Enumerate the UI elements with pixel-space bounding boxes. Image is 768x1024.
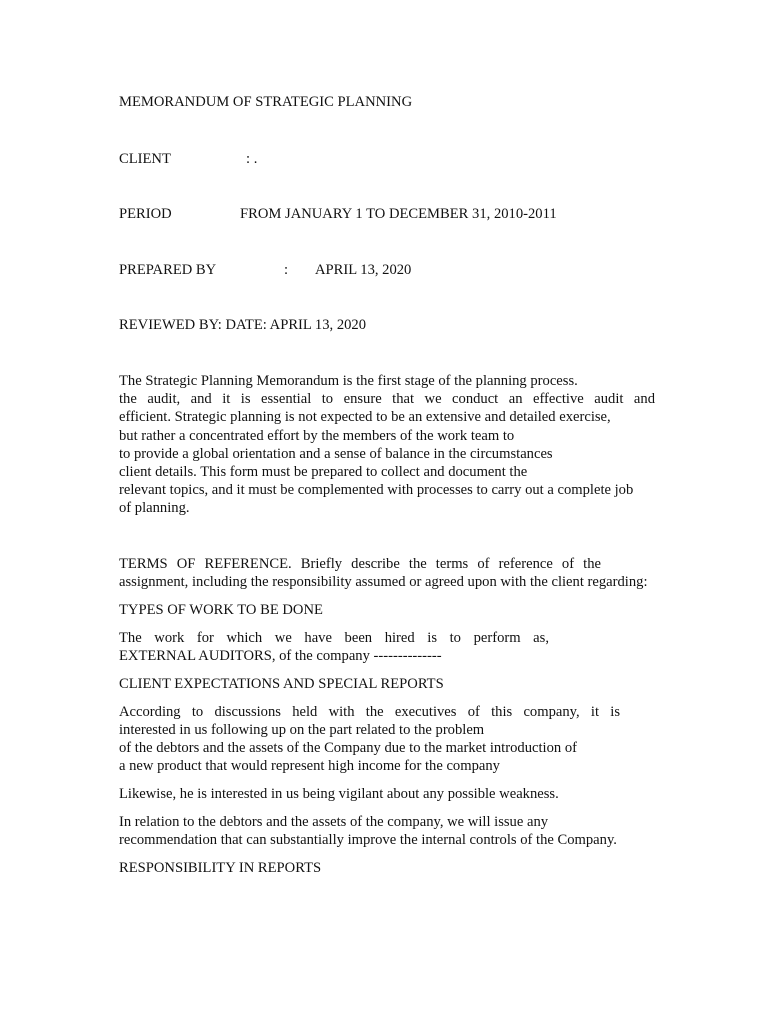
intro-paragraph [119,372,655,518]
intro-line: the audit, and it is essential to ensure that we conduct an effective audit and [119,391,655,408]
responsibility-heading: RESPONSIBILITY IN REPORTS [119,860,322,876]
expectations-line: of the debtors and the assets of the Company due to the market introduction of [119,740,577,756]
reviewed-by-line: REVIEWED BY: DATE: APRIL 13, 2020 [119,317,367,333]
intro-line: The Strategic Planning Memorandum is the first stage of the planning process. [119,373,578,389]
document-title: MEMORANDUM OF STRATEGIC PLANNING [119,94,413,110]
types-of-work-line2: EXTERNAL AUDITORS, of the company -------------- [119,648,442,664]
prepared-by-colon: : [284,262,289,278]
period-label: PERIOD [119,206,172,222]
intro-line: client details. This form must be prepared to collect and document the [119,464,528,481]
client-value: : . [246,151,258,167]
intro-line: to provide a global orientation and a sense of balance in the circumstances [119,445,553,462]
likewise-line: Likewise, he is interested in us being vigilant about any possible weakness. [119,786,559,802]
period-value: FROM JANUARY 1 TO DECEMBER 31, 2010-2011 [240,206,557,222]
client-expectations-heading: CLIENT EXPECTATIONS AND SPECIAL REPORTS [119,676,444,692]
prepared-by-label: PREPARED BY [119,262,217,278]
client-label: CLIENT [119,151,171,167]
intro-line: of planning. [119,500,190,517]
types-of-work-line1: The work for which we have been hired is to perform as, [119,630,549,646]
prepared-by-value: APRIL 13, 2020 [315,262,412,278]
intro-line: efficient. Strategic planning is not expected to be an extensive and detailed exercise, [119,409,611,426]
expectations-line: a new product that would represent high income for the company [119,758,500,774]
relation-line: recommendation that can substantially improve the internal controls of the Company. [119,832,617,848]
intro-line: relevant topics, and it must be complemented with processes to carry out a complete job [119,482,634,499]
expectations-line: interested in us following up on the part related to the problem [119,722,485,738]
expectations-line: According to discussions held with the executives of this company, it is [119,704,620,720]
types-of-work-heading: TYPES OF WORK TO BE DONE [119,602,323,618]
terms-of-reference-line1: TERMS OF REFERENCE. Briefly describe the terms of reference of the [119,556,601,572]
relation-line: In relation to the debtors and the assets of the company, we will issue any [119,814,549,830]
terms-of-reference-line2: assignment, including the responsibility assumed or agreed upon with the client regarding: [119,574,648,590]
intro-line: but rather a concentrated effort by the members of the work team to [119,427,515,444]
